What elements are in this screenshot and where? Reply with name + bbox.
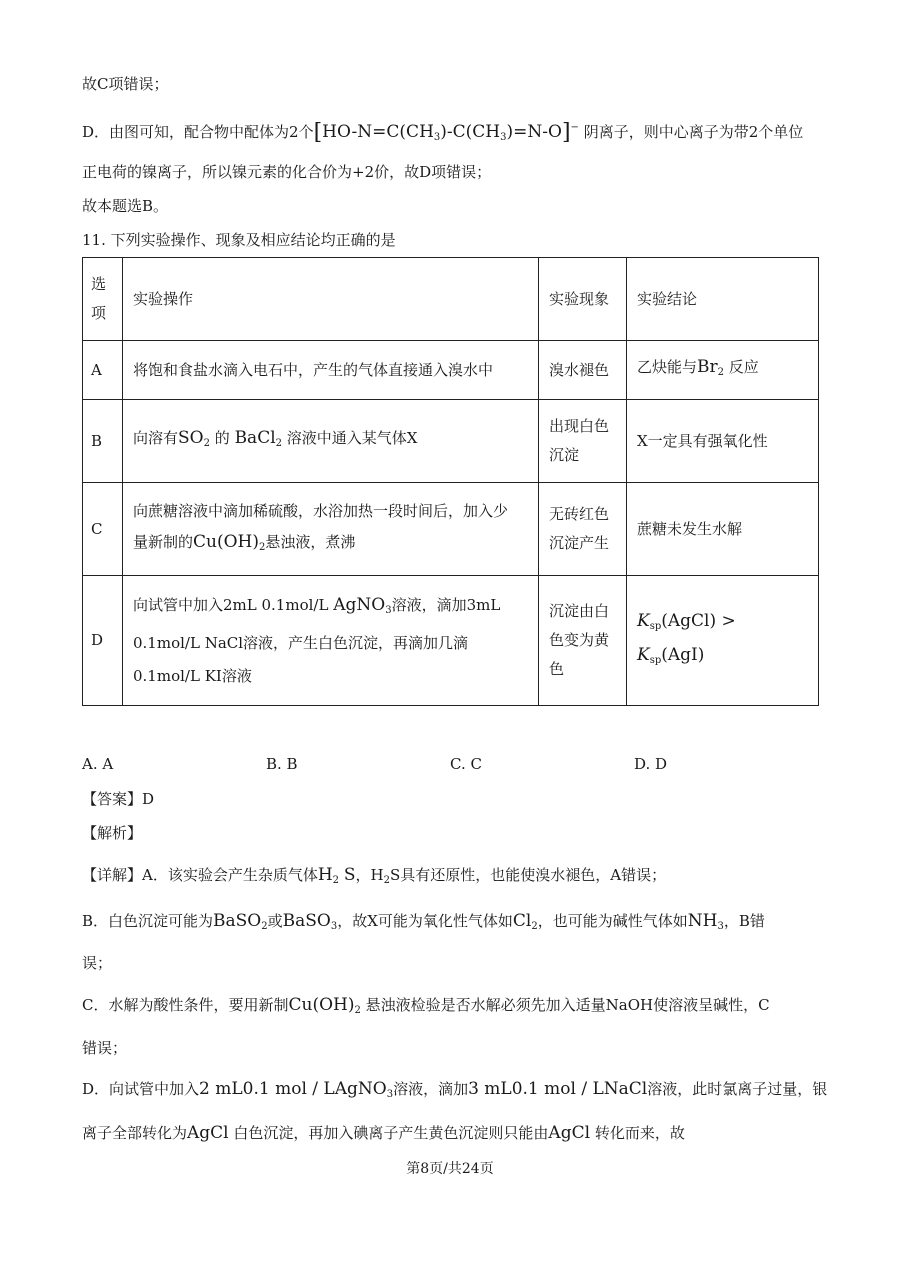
row-label: A <box>83 341 123 400</box>
question-stem: 11. 下列实验操作、现象及相应结论均正确的是 <box>82 231 396 249</box>
detail-b-line2: 误； <box>82 954 113 972</box>
row-operation: 将饱和食盐水滴入电石中，产生的气体直接通入溴水中 <box>123 341 539 400</box>
analysis-label: 【解析】 <box>82 824 143 842</box>
row-phenomenon: 沉淀由白 色变为黄 色 <box>539 576 627 706</box>
row-phenomenon: 无砖红色 沉淀产生 <box>539 483 627 576</box>
row-label: B <box>83 400 123 483</box>
row-operation: 向蔗糖溶液中滴加稀硫酸，水浴加热一段时间后，加入少 量新制的$Cu(OH)_2$悬浊液，煮沸 <box>123 483 539 576</box>
header-option: 选 项 <box>83 258 123 341</box>
table-row <box>83 576 819 706</box>
header-phenomenon: 实验现象 <box>539 258 627 341</box>
table-row <box>83 400 819 483</box>
row-conclusion: X一定具有强氧化性 <box>627 400 819 483</box>
detail-c-line2: 错误； <box>82 1039 128 1057</box>
answer-label: 【答案】D <box>82 790 155 808</box>
prev-d-line1: D．由图可知，配合物中配体为2个$[HO-N=C(CH_3)-C(CH_3)=N-O]^-$ 阴离子，则中心离子为带2个单位 <box>82 120 804 145</box>
prev-d-line2: 正电荷的镍离子，所以镍元素的化合价为+2价，故D项错误； <box>82 163 492 181</box>
row-label: C <box>83 483 123 576</box>
detail-d-line2: 离子全部转化为AgCl 白色沉淀，再加入碘离子产生黄色沉淀则只能由AgCl 转化而来，故 <box>82 1123 685 1143</box>
header-conclusion: 实验结论 <box>627 258 819 341</box>
row-label: D <box>83 576 123 706</box>
table-header-row <box>83 258 819 341</box>
choice-a: A. A <box>82 755 114 773</box>
detail-c-line1: C．水解为酸性条件，要用新制$Cu(OH)_2$ 悬浊液检验是否水解必须先加入适量NaOH使溶液呈碱性，C <box>82 995 770 1016</box>
row-conclusion: 蔗糖未发生水解 <box>627 483 819 576</box>
choice-c: C. C <box>450 755 482 773</box>
detail-d-line1: D．向试管中加入2 mL0.1 mol / LAgNO$_3$溶液，滴加3 mL0.1 mol / LNaCl溶液，此时氯离子过量，银 <box>82 1079 828 1100</box>
detail-b-line1: B．白色沉淀可能为BaSO$_2$或BaSO$_3$，故X可能为氧化性气体如$Cl_2$，也可能为碱性气体如$NH_3$，B错 <box>82 911 765 932</box>
row-operation: 向试管中加入2mL 0.1mol/L AgNO$_3$溶液，滴加3mL 0.1mol/L NaCl溶液，产生白色沉淀，再滴加几滴 0.1mol/L KI溶液 <box>123 576 539 706</box>
table-row <box>83 341 819 400</box>
page-footer: 第8页/共24页 <box>406 1161 494 1177</box>
experiment-table <box>82 257 819 706</box>
row-conclusion: 乙炔能与$Br_2$ 反应 <box>627 341 819 400</box>
prev-conclusion: 故本题选B。 <box>82 197 169 215</box>
header-operation: 实验操作 <box>123 258 539 341</box>
row-operation: 向溶有$SO_2$ 的 BaCl$_2$ 溶液中通入某气体X <box>123 400 539 483</box>
table-row <box>83 483 819 576</box>
row-phenomenon: 溴水褪色 <box>539 341 627 400</box>
choice-d: D. D <box>634 755 668 773</box>
row-phenomenon: 出现白色 沉淀 <box>539 400 627 483</box>
prev-c-wrong: 故C项错误； <box>82 75 169 93</box>
detail-a: 【详解】A．该实验会产生杂质气体$H_2$ S，$H_2S$具有还原性，也能使溴水褪色，A错误； <box>82 865 667 886</box>
choice-b: B. B <box>266 755 298 773</box>
row-conclusion: $K_{sp}(AgCl) > K_{sp}(AgI)$ <box>627 576 819 706</box>
